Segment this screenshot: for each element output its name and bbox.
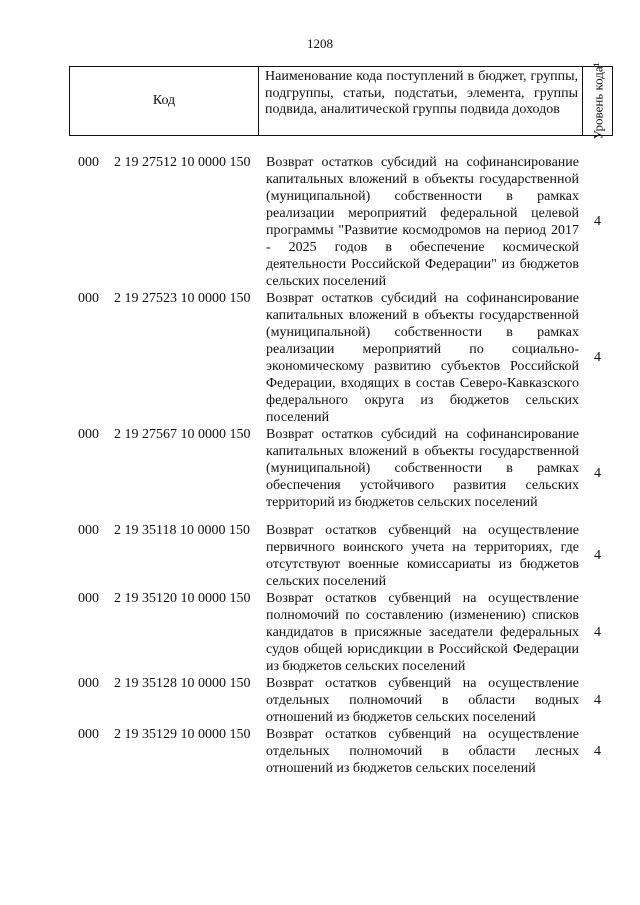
table-row xyxy=(0,590,640,675)
row-level: 4 xyxy=(594,548,601,563)
table-row xyxy=(0,675,640,726)
row-level: 4 xyxy=(594,624,601,640)
row-name: Возврат остатков субсидий на софинансирование капитальных вложений в объекты государственной (муниципальной) собственности в рамках обеспечения устойчивого развития сельских территорий из бюджетов сельских поселений xyxy=(266,427,579,510)
row-level: 4 xyxy=(594,466,601,481)
row-admin-code: 000 xyxy=(78,591,99,606)
header-level xyxy=(583,62,612,140)
table-row xyxy=(0,522,640,590)
row-income-code: 2 19 27523 10 0000 150 xyxy=(114,291,251,306)
row-admin-code: 000 xyxy=(78,727,99,742)
header-level-label: Уровень кода¹ xyxy=(590,62,605,140)
row-name: Возврат остатков субвенций на осуществление полномочий по составлению (изменению) списков кандидатов в присяжные заседатели федеральных судов общей юрисдикции в Российской Федерации из бюджетов сельских поселений xyxy=(266,591,579,674)
row-admin-code: 000 xyxy=(78,676,99,691)
header-name: Наименование кода поступлений в бюджет, группы, подгруппы, статьи, подстатьи, элемента, группы подвида, аналитической группы подвида доходов xyxy=(259,67,583,135)
row-level: 4 xyxy=(594,692,601,708)
row-name: Возврат остатков субвенций на осуществление отдельных полномочий в области водных отношений из бюджетов сельских поселений xyxy=(266,676,579,725)
row-admin-code: 000 xyxy=(78,427,99,442)
table-body xyxy=(0,154,640,777)
row-name: Возврат остатков субвенций на осуществление первичного воинского учета на территориях, где отсутствуют военные комиссариаты из бюджетов сельских поселений xyxy=(266,523,579,589)
table-row xyxy=(0,426,640,522)
table-row xyxy=(0,290,640,426)
row-level: 4 xyxy=(594,214,601,229)
row-admin-code: 000 xyxy=(78,155,99,170)
row-income-code: 2 19 35118 10 0000 150 xyxy=(114,523,250,538)
row-income-code: 2 19 27567 10 0000 150 xyxy=(114,427,251,442)
row-income-code: 2 19 35128 10 0000 150 xyxy=(114,676,251,691)
table-header xyxy=(69,62,613,140)
row-income-code: 2 19 35129 10 0000 150 xyxy=(114,727,251,742)
row-admin-code: 000 xyxy=(78,523,99,538)
row-name: Возврат остатков субсидий на софинансирование капитальных вложений в объекты государственной (муниципальной) собственности в рамках реализации мероприятий по социально-экономическому развитию субъектов Российской Федерации, входящих в состав Северо-Кавказского федерального округа из бюджетов сельских поселений xyxy=(266,291,579,425)
row-name: Возврат остатков субсидий на софинансирование капитальных вложений в объекты государственной (муниципальной) собственности в рамках реализации мероприятий федеральной целевой программы "Развитие космодромов на период 2017 - 2025 годов в обеспечение космической деятельности Российской Федерации" из бюджетов сельских поселений xyxy=(266,155,579,289)
row-income-code: 2 19 35120 10 0000 150 xyxy=(114,591,251,606)
header-code: Код xyxy=(70,67,259,135)
page-number: 1208 xyxy=(307,36,333,51)
table-row xyxy=(0,154,640,290)
row-name: Возврат остатков субвенций на осуществление отдельных полномочий в области лесных отношений из бюджетов сельских поселений xyxy=(266,727,579,776)
row-admin-code: 000 xyxy=(78,291,99,306)
row-income-code: 2 19 27512 10 0000 150 xyxy=(114,155,251,170)
row-level: 4 xyxy=(594,350,601,365)
row-level: 4 xyxy=(594,743,601,759)
table-row xyxy=(0,726,640,777)
